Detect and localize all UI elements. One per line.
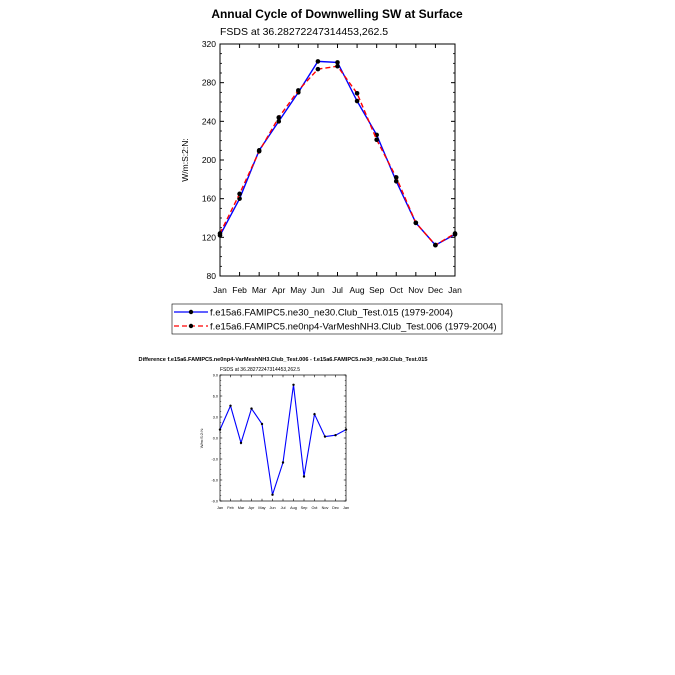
series-line-1 — [220, 385, 346, 495]
series-1-point — [355, 99, 360, 104]
main-chart-title: Annual Cycle of Downwelling SW at Surface — [211, 7, 463, 21]
main-chart-subtitle: FSDS at 36.28272247314453,262.5 — [220, 26, 389, 38]
x-tick-label: Jan — [448, 285, 462, 295]
series-2-point — [414, 221, 419, 226]
y-tick-label: 320 — [201, 38, 216, 49]
x-tick-label: Sep — [300, 506, 308, 510]
x-tick-label: Apr — [272, 285, 286, 295]
diff-chart-title: Difference f.e15a6.FAMIPC5.ne0np4-VarMeshNH3.Club_Test.006 - f.e15a6.FAMIPC5.ne30_ne30.Club_Test.015 — [138, 357, 428, 363]
y-tick-label: 240 — [201, 116, 216, 127]
x-tick-label: May — [258, 506, 266, 510]
main-chart-series — [218, 59, 458, 247]
x-tick-label: Jan — [342, 506, 350, 510]
series-2-point — [237, 192, 242, 197]
diff-chart — [139, 357, 428, 510]
main-chart-x-axis — [213, 44, 462, 295]
series-1-point — [334, 434, 336, 436]
series-1-point — [240, 442, 242, 444]
series-2-point — [433, 243, 438, 248]
series-1-point — [316, 59, 321, 64]
x-tick-label: Nov — [321, 506, 329, 510]
x-tick-label: Apr — [248, 506, 255, 510]
series-1-point — [261, 423, 263, 425]
x-tick-label: Feb — [227, 506, 234, 510]
main-chart-legend — [172, 304, 502, 334]
series-1-point — [219, 428, 221, 430]
series-line-1 — [220, 61, 455, 245]
series-1-point — [303, 475, 305, 477]
diff-chart-series — [219, 384, 347, 496]
y-tick-label: 0.0 — [212, 436, 218, 441]
main-chart-y-axis — [202, 39, 455, 281]
diff-chart-x-axis — [217, 375, 349, 510]
series-1-point — [345, 428, 347, 430]
series-2-point — [355, 91, 360, 96]
x-tick-label: Jun — [311, 285, 325, 295]
series-2-point — [257, 149, 262, 154]
x-tick-label: Jan — [216, 506, 224, 510]
x-tick-label: Feb — [232, 285, 247, 295]
legend-marker-series-2 — [189, 324, 193, 328]
y-tick-label: -9.0 — [211, 499, 218, 504]
x-tick-label: Mar — [237, 506, 245, 510]
y-tick-label: 120 — [201, 232, 216, 243]
series-1-point — [250, 407, 252, 409]
y-tick-label: 200 — [201, 154, 216, 165]
series-1-point — [271, 494, 273, 496]
x-tick-label: Jun — [269, 506, 276, 510]
series-1-point — [292, 384, 294, 386]
x-tick-label: Nov — [408, 285, 424, 295]
diff-chart-frame — [220, 375, 346, 501]
series-1-point — [229, 405, 231, 407]
diff-chart-y-axis — [211, 373, 346, 503]
series-2-point — [276, 115, 281, 120]
main-chart — [180, 7, 463, 295]
x-tick-label: Mar — [251, 285, 267, 295]
x-tick-label: Jul — [332, 285, 343, 295]
x-tick-label: Jan — [213, 285, 227, 295]
diff-chart-ylabel: W/m:S:2:N: — [199, 427, 204, 449]
series-2-point — [218, 231, 223, 236]
series-2-point — [394, 175, 399, 180]
series-2-point — [374, 137, 379, 142]
x-tick-label: Oct — [389, 285, 403, 295]
y-tick-label: -6.0 — [211, 478, 218, 483]
x-tick-label: Oct — [311, 506, 318, 510]
x-tick-label: May — [290, 285, 307, 295]
y-tick-label: 3.0 — [212, 415, 218, 420]
series-1-point — [313, 413, 315, 415]
diff-chart-subtitle: FSDS at 36.28272247314453,262.5 — [220, 367, 301, 373]
x-tick-label: Aug — [349, 285, 365, 295]
series-1-point — [324, 435, 326, 437]
x-tick-label: Sep — [369, 285, 385, 295]
main-chart-ylabel: W/m:S:2:N: — [180, 138, 190, 182]
legend-label-series-2: f.e15a6.FAMIPC5.ne0np4-VarMeshNH3.Club_Test.006 (1979-2004) — [210, 321, 497, 333]
series-2-point — [453, 231, 458, 236]
legend-label-series-1: f.e15a6.FAMIPC5.ne30_ne30.Club_Test.015 (1979-2004) — [210, 307, 453, 319]
series-2-point — [316, 67, 321, 72]
y-tick-label: 9.0 — [212, 373, 218, 378]
x-tick-label: Jul — [280, 506, 286, 510]
series-line-2 — [220, 66, 455, 245]
series-2-point — [335, 64, 340, 69]
x-tick-label: Aug — [290, 506, 297, 510]
x-tick-label: Dec — [332, 506, 339, 510]
y-tick-label: 280 — [201, 77, 216, 88]
legend-marker-series-1 — [189, 310, 193, 314]
y-tick-label: 6.0 — [212, 394, 218, 399]
series-2-point — [296, 88, 301, 93]
y-tick-label: 80 — [206, 270, 216, 281]
y-tick-label: 160 — [201, 193, 216, 204]
y-tick-label: -3.0 — [211, 457, 218, 462]
series-1-point — [282, 461, 284, 463]
x-tick-label: Dec — [427, 285, 443, 295]
